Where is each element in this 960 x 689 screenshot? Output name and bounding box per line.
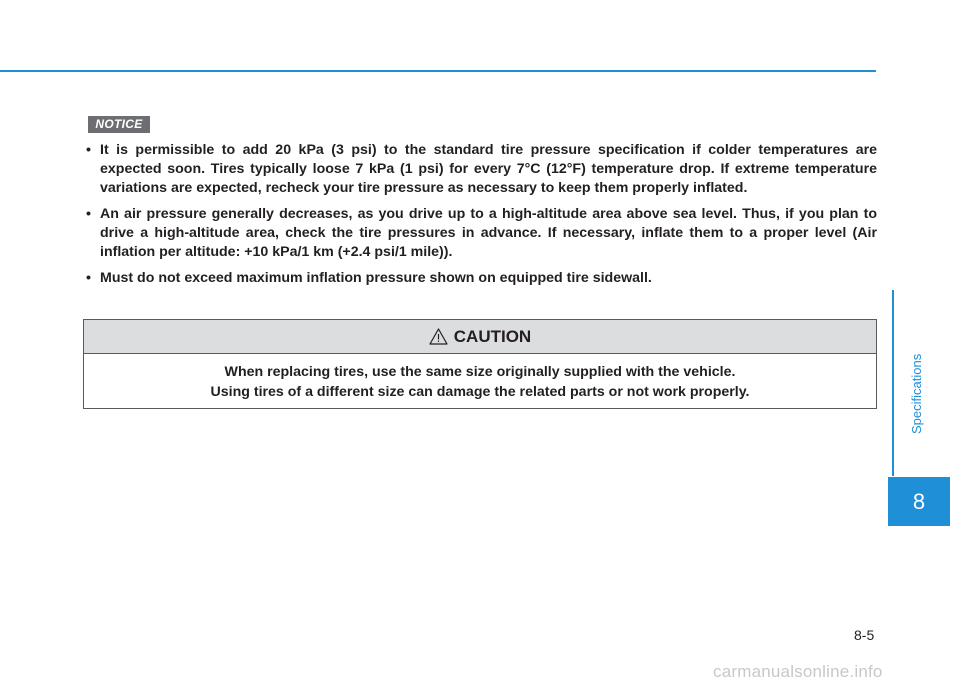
caution-text-line: When replacing tires, use the same size originally supplied with the vehicle. (224, 364, 736, 380)
bullet-text: Must do not exceed maximum inflation pressure shown on equipped tire sidewall. (100, 270, 652, 286)
bullet-icon: • (86, 270, 91, 286)
notice-bullet-list (85, 141, 877, 295)
page-number: 8-5 (854, 627, 875, 643)
caution-body (84, 354, 876, 402)
caution-text-line: Using tires of a different size can damage the related parts or not work properly. (210, 384, 750, 400)
caution-box (83, 319, 877, 409)
bullet-icon: • (86, 142, 91, 158)
section-label: Specifications (909, 353, 924, 434)
bullet-icon: • (86, 206, 91, 222)
caution-header (84, 320, 876, 354)
caution-title: CAUTION (453, 326, 532, 346)
side-tab-rule (892, 290, 894, 476)
header-rule (0, 70, 876, 72)
warning-triangle-icon (429, 328, 448, 345)
bullet-text: An air pressure generally decreases, as you drive up to a high-altitude area above sea level. Thus, if you plan to drive a high-altitude area, check the tire pressures in advance. If necessary, inflate them to a proper level (Air inflation per altitude: +10 kPa/1 km (+2.4 psi/1 mile)). (100, 206, 877, 260)
list-item (85, 269, 877, 288)
watermark: carmanualsonline.info (713, 662, 883, 681)
list-item (85, 141, 877, 198)
notice-badge: NOTICE (88, 116, 150, 133)
chapter-tab: 8 (888, 477, 950, 526)
bullet-text: It is permissible to add 20 kPa (3 psi) to the standard tire pressure specification if colder temperatures are expected soon. Tires typically loose 7 kPa (1 psi) for every 7°C (12°F) temperature drop. If extreme temperature variations are expected, recheck your tire pressure as necessary to keep them properly inflated. (100, 142, 877, 196)
list-item (85, 205, 877, 262)
